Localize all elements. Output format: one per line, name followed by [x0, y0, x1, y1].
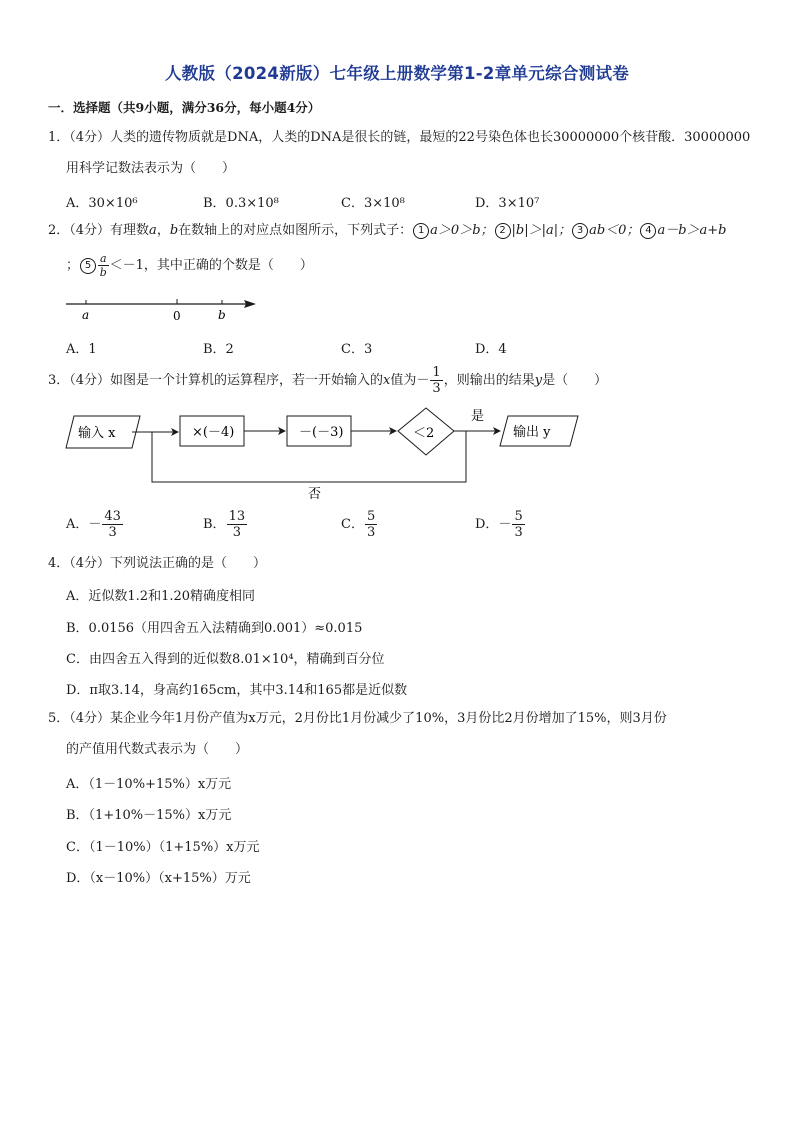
q3-option-b[interactable] — [203, 510, 248, 539]
q2-option-b[interactable]: B．2 — [203, 342, 234, 357]
minus-sign: － — [498, 517, 512, 532]
q4-option-a[interactable]: A．近似数1.2和1.20精确度相同 — [66, 589, 256, 604]
q3-text: 3．（4分）如图是一个计算机的运算程序，若一开始输入的 — [48, 373, 384, 388]
label-a: a — [82, 308, 90, 322]
q4-option-d[interactable]: D．π取3.14，身高约165cm，其中3.14和165都是近似数 — [66, 683, 408, 698]
circled-number-3: 3 — [572, 223, 588, 239]
var-x: x — [383, 373, 391, 388]
minus-sign: － — [416, 373, 430, 388]
q2-text: 在数轴上的对应点如图所示，下列式子： — [178, 223, 413, 238]
number-line-diagram — [60, 292, 270, 328]
option-letter: D． — [475, 517, 499, 532]
q1-option-c[interactable]: C．3×10⁸ — [341, 196, 405, 211]
q4-stem: 4．（4分）下列说法正确的是（ ） — [48, 556, 267, 571]
q5-option-d[interactable]: D．（x－10%）（x+15%）万元 — [66, 871, 251, 886]
input-label: 输入 x — [78, 426, 116, 441]
fraction-denominator: b — [99, 266, 107, 279]
q4-option-b[interactable]: B．0.0156（用四舍五入法精确到0.001）≈0.015 — [66, 621, 363, 636]
q5-option-c[interactable]: C．（1－10%）（1+15%）x万元 — [66, 840, 260, 855]
q3-text: 是（ ） — [542, 373, 608, 388]
q5-stem-line1: 5．（4分）某企业今年1月份产值为x万元，2月份比1月份减少了10%，3月份比2月份增加了15%，则3月份 — [48, 711, 667, 726]
label-b: b — [218, 308, 226, 322]
q2-stem-line2 — [66, 253, 313, 278]
expr-3: ab＜0； — [589, 223, 640, 238]
label-zero: 0 — [173, 309, 181, 323]
option-fraction — [512, 510, 524, 539]
option-letter: A． — [66, 517, 89, 532]
fraction-numerator: 1 — [432, 365, 441, 380]
var-b: b — [169, 223, 179, 238]
q2-option-d[interactable]: D．4 — [475, 342, 507, 357]
fraction-numerator: a — [100, 252, 107, 265]
q2-text: ＜－1，其中正确的个数是（ ） — [109, 258, 313, 273]
q2-text: ； — [66, 258, 80, 273]
output-label: 输出 y — [513, 425, 551, 440]
q5-option-a[interactable]: A．（1－10%+15%）x万元 — [66, 777, 232, 792]
fraction-numerator: 13 — [228, 509, 246, 524]
fraction-numerator: 5 — [514, 509, 523, 524]
multiply-label: ×(－4) — [192, 425, 235, 440]
option-letter: C． — [341, 517, 364, 532]
option-letter: B． — [203, 517, 226, 532]
q1-option-b[interactable]: B．0.3×10⁸ — [203, 196, 279, 211]
q1-option-d[interactable]: D．3×10⁷ — [475, 196, 540, 211]
q3-option-a[interactable] — [66, 510, 124, 539]
q3-text: 值为 — [390, 373, 417, 388]
fraction-denominator: 3 — [232, 525, 241, 540]
q1-stem-line1: 1．（4分）人类的遗传物质就是DNA，人类的DNA是很长的链，最短的22号染色体也长30000000个核苷酸．30000000 — [48, 130, 751, 145]
no-label: 否 — [308, 487, 322, 502]
circled-number-1: 1 — [413, 223, 429, 239]
fraction-denominator: 3 — [432, 381, 441, 396]
var-a: a — [149, 223, 157, 238]
fraction-one-third — [430, 366, 442, 395]
fraction-denominator: 3 — [108, 525, 117, 540]
expr-4: a－b＞a+b — [657, 223, 727, 238]
var-y: y — [534, 373, 543, 388]
q3-option-d[interactable] — [475, 510, 526, 539]
page-title: 人教版（2024新版）七年级上册数学第1-2章单元综合测试卷 — [164, 64, 630, 83]
option-fraction — [227, 510, 248, 539]
q2-text: ， — [156, 223, 170, 238]
fraction-a-over-b — [98, 253, 109, 278]
fraction-denominator: 3 — [366, 525, 376, 540]
q5-option-b[interactable]: B．（1+10%－15%）x万元 — [66, 808, 232, 823]
q1-option-a[interactable]: A．30×10⁶ — [66, 196, 138, 211]
condition-label: ＜2 — [413, 426, 435, 441]
q2-option-c[interactable]: C．3 — [341, 342, 373, 357]
q2-stem-line1 — [48, 221, 727, 241]
section-heading: 一．选择题（共9小题，满分36分，每小题4分） — [48, 100, 321, 115]
fraction-numerator: 43 — [104, 509, 121, 524]
fraction-denominator: 3 — [514, 525, 523, 540]
expr-1: a＞0＞b； — [430, 223, 494, 238]
expr-2: |b|＞|a|； — [511, 223, 572, 238]
q3-option-c[interactable] — [341, 510, 378, 539]
subtract-label: －(－3) — [299, 425, 344, 440]
q3-text: ，则输出的结果 — [443, 373, 535, 388]
flowchart-diagram — [60, 400, 590, 506]
fraction-numerator: 5 — [366, 509, 376, 524]
option-fraction — [365, 510, 377, 539]
q3-stem — [48, 366, 607, 395]
circled-number-2: 2 — [495, 223, 511, 239]
circled-number-4: 4 — [640, 223, 656, 239]
minus-sign: － — [88, 517, 102, 532]
circled-number-5: 5 — [80, 258, 96, 274]
q4-option-c[interactable]: C．由四舍五入得到的近似数8.01×10⁴，精确到百分位 — [66, 652, 385, 667]
q5-stem-line2: 的产值用代数式表示为（ ） — [66, 742, 249, 757]
q2-text: 2．（4分）有理数 — [48, 223, 150, 238]
yes-label: 是 — [471, 409, 485, 424]
option-fraction — [102, 510, 123, 539]
q2-option-a[interactable]: A．1 — [66, 342, 97, 357]
q1-stem-line2: 用科学记数法表示为（ ） — [66, 161, 236, 176]
